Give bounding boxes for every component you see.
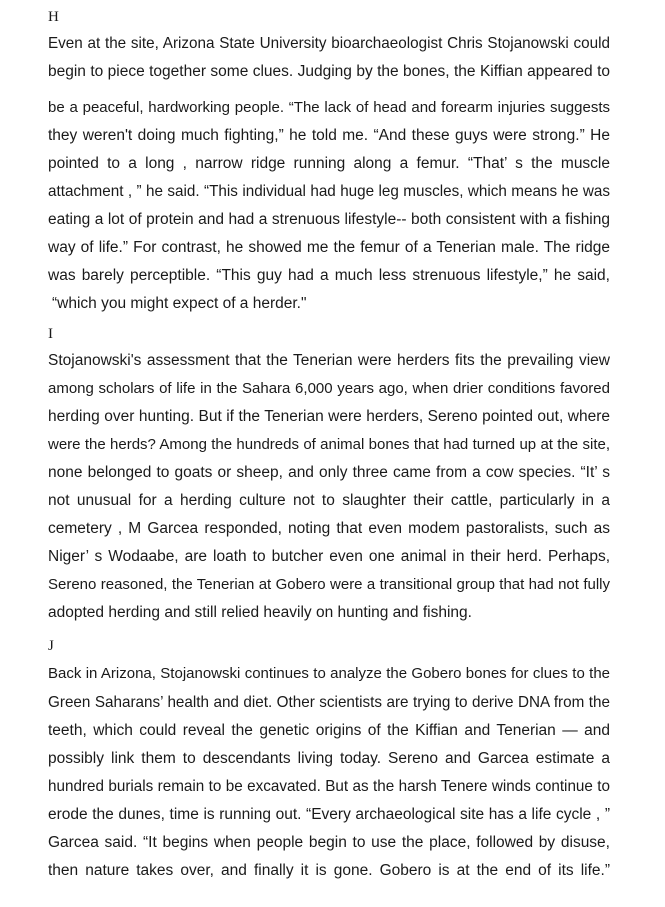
paragraph-h-line-1: Even at the site, Arizona State University bioarchaeologist Chris Stojanowski could — [48, 35, 610, 52]
paragraph-i-line-9: Sereno reasoned, the Tenerian at Gobero were a transitional group that had not fully — [48, 576, 610, 593]
paragraph-h-line-6: attachment , ” he said. “This individual had huge leg muscles, which means he was — [48, 183, 610, 200]
paragraph-i-line-8: Niger’ s Wodaabe, are loath to butcher even one animal in their herd. Perhaps, — [48, 548, 610, 565]
paragraph-h-line-4: they weren't doing much fighting,” he told me. “And these guys were strong.” He — [48, 127, 610, 144]
paragraph-h-line-3: be a peaceful, hardworking people. “The lack of head and forearm injuries suggests — [48, 99, 610, 116]
paragraph-i-line-1: Stojanowski's assessment that the Tenerian were herders fits the prevailing view — [48, 352, 610, 369]
paragraph-i-line-2: among scholars of life in the Sahara 6,000 years ago, when drier conditions favored — [48, 380, 610, 397]
paragraph-j-line-5: hundred burials remain to be excavated. But as the harsh Tenere winds continue to — [48, 778, 610, 795]
paragraph-i-line-5: none belonged to goats or sheep, and only three came from a cow species. “It’ s — [48, 464, 610, 481]
paragraph-i-line-4: were the herds? Among the hundreds of animal bones that had turned up at the site, — [48, 436, 610, 453]
paragraph-j-line-1: Back in Arizona, Stojanowski continues to analyze the Gobero bones for clues to the — [48, 665, 610, 682]
paragraph-h-line-2: begin to piece together some clues. Judging by the bones, the Kiffian appeared to — [48, 63, 610, 80]
paragraph-j-line-8: then nature takes over, and finally it is gone. Gobero is at the end of its life.” — [48, 862, 610, 879]
paragraph-i-line-10: adopted herding and still relied heavily on hunting and fishing. — [48, 604, 472, 621]
paragraph-j-line-6: erode the dunes, time is running out. “Every archaeological site has a life cycle , ” — [48, 806, 610, 823]
paragraph-i-line-6: not unusual for a herding culture not to slaughter their cattle, particularly in a — [48, 492, 610, 509]
section-letter-h: H — [48, 9, 59, 25]
paragraph-h-line-10: “which you might expect of a herder." — [52, 295, 307, 312]
paragraph-j-line-7: Garcea said. “It begins when people begin to use the place, followed by disuse, — [48, 834, 610, 851]
paragraph-i-line-3: herding over hunting. But if the Tenerian were herders, Sereno pointed out, where — [48, 408, 610, 425]
paragraph-h-line-8: way of life.” For contrast, he showed me the femur of a Tenerian male. The ridge — [48, 239, 610, 256]
section-letter-i: I — [48, 326, 53, 342]
paragraph-h-line-7: eating a lot of protein and had a strenuous lifestyle-- both consistent with a fishing — [48, 211, 610, 228]
section-letter-j: J — [48, 638, 54, 654]
paragraph-j-line-2: Green Saharans’ health and diet. Other scientists are trying to derive DNA from the — [48, 694, 610, 711]
paragraph-i-line-7: cemetery , M Garcea responded, noting that even modem pastoralists, such as — [48, 520, 610, 537]
paragraph-h-line-9: was barely perceptible. “This guy had a much less strenuous lifestyle,” he said, — [48, 267, 610, 284]
paragraph-j-line-3: teeth, which could reveal the genetic origins of the Kiffian and Tenerian — and — [48, 722, 610, 739]
paragraph-h-line-5: pointed to a long , narrow ridge running along a femur. “That’ s the muscle — [48, 155, 610, 172]
paragraph-j-line-4: possibly link them to descendants living today. Sereno and Garcea estimate a — [48, 750, 610, 767]
